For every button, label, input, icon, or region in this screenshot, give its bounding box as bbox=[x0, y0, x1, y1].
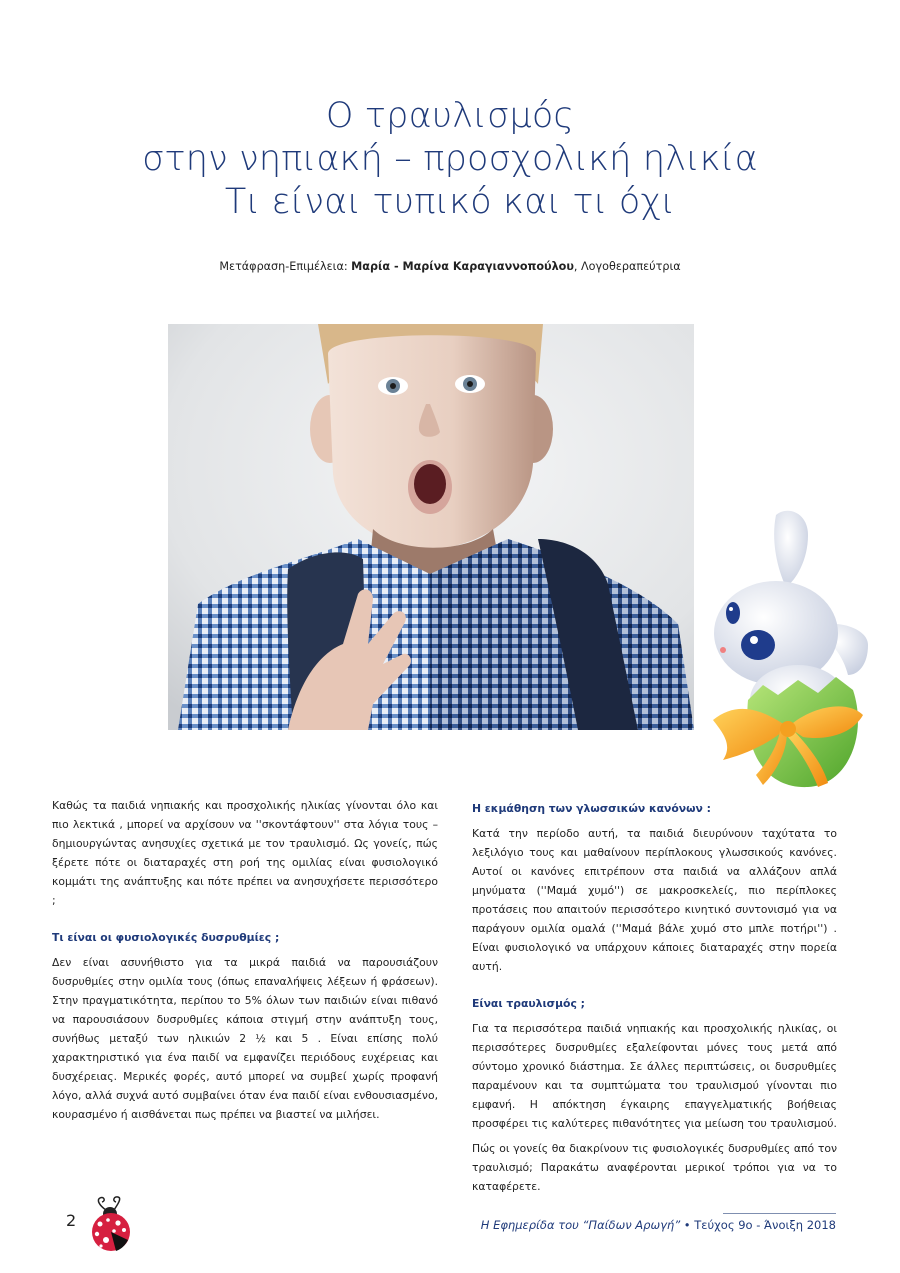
right-column bbox=[472, 799, 837, 1202]
section-heading-normal-disfluencies: Τι είναι οι φυσιολογικές δυσρυθμίες ; bbox=[52, 931, 280, 944]
title-line-2: στην νηπιακή – προσχολική ηλικία bbox=[142, 139, 758, 179]
issue-info: Τεύχος 9ο - Άνοιξη 2018 bbox=[694, 1218, 836, 1232]
stuttering-paragraph: Για τα περισσότερα παιδιά νηπιακής και προσχολικής ηλικίας, οι περισσότερες δυσρυθμίες εξαλείφονται μόνες τους μετά από σύντομο χρονικό διάστημα. Σε άλλες περιπτώσεις, οι δυσρυθμίες παραμένουν και τα συμπτώματα του τραυλισμού γίνονται πιο εμφανή. Η απόκτηση έγκαιρης επαγγελματικής βοήθειας προσφέρει τις καλύτερες πιθανότητες για μείωση του τραυλισμού. bbox=[472, 1022, 837, 1130]
footer-publication-info bbox=[481, 1218, 836, 1232]
left-column bbox=[52, 796, 438, 1130]
page-number: 2 bbox=[66, 1211, 77, 1230]
boy-photo bbox=[168, 324, 694, 730]
publication-name: Η Εφημερίδα του “Παίδων Αρωγή” bbox=[480, 1218, 681, 1232]
language-rules-paragraph: Κατά την περίοδο αυτή, τα παιδιά διευρύνουν ταχύτατα το λεξιλόγιο τους και μαθαίνουν περίπλοκους γλωσσικούς κανόνες. Αυτοί οι κανόνες επιτρέπουν στα παιδιά να αλλάζουν απλά μηνύματα (''Μαμά χυμό'') σε μακροσκελείς, πιο περίπλοκες προτάσεις που απαιτούν περισσότερο κινητικό συντονισμό για να παράγουν ομιλία ομαλά (''Μαμά βάλε χυμό στο μπλε ποτήρι'') . Είναι φυσιολογικό να υπάρχουν κάποιες διαταραχές στην πορεία αυτή. bbox=[472, 827, 837, 973]
byline-author: Μαρία - Μαρίνα Καραγιαννοπούλου bbox=[351, 260, 574, 273]
ladybug-icon bbox=[88, 1196, 134, 1254]
footer-divider bbox=[723, 1213, 836, 1214]
intro-paragraph: Καθώς τα παιδιά νηπιακής και προσχολικής ηλικίας γίνονται όλο και πιο λεκτικά , μπορεί να αρχίσουν να ''σκοντάφτουν'' στα λόγια τους – δημιουργώντας ανησυχίες σχετικά με τον τραυλισμό. Ως γονείς, πώς ξέρετε πότε οι διαταραχές στη ροή της ομιλίας είναι φυσιολογικό κομμάτι της ανάπτυξης και πότε πρέπει να ανησυχήσετε περισσότερο ; bbox=[52, 799, 438, 907]
easter-bunny-illustration bbox=[708, 505, 868, 795]
section-heading-language-rules: Η εκμάθηση των γλωσσικών κανόνων : bbox=[472, 802, 711, 815]
footer-separator: • bbox=[680, 1218, 695, 1232]
title-line-1: Ο τραυλισμός bbox=[325, 96, 575, 136]
normal-disfluencies-paragraph: Δεν είναι ασυνήθιστο για τα μικρά παιδιά να παρουσιάζουν δυσρυθμίες στην ομιλία τους (όπως επαναλήψεις λέξεων ή φράσεων). Στην πραγματικότητα, περίπου το 5% όλων των παιδιών είναι πιθανό να παρουσιάσουν δυσρυθμίες κάποια στιγμή στην ανάπτυξη τους, συνήθως μεταξύ των ηλικιών 2 ½ και 5 . Είναι επίσης πολύ χαρακτηριστικό για ένα παιδί να εμφανίζει περιόδους ευχέρειας και δυσχέρειας. Μερικές φορές, αυτό μπορεί να συμβεί χωρίς προφανή λόγο, αλλά συχνά αυτό συμβαίνει όταν ένα παιδί είναι ενθουσιασμένο, κουρασμένο ή αισθάνεται πως πρέπει να βιαστεί να μιλήσει. bbox=[52, 956, 438, 1121]
byline-prefix: Μετάφραση-Επιμέλεια: bbox=[219, 260, 352, 273]
distinguish-paragraph: Πώς οι γονείς θα διακρίνουν τις φυσιολογικές δυσρυθμίες από τον τραυλισμό; Παρακάτω αναφέρονται μερικοί τρόποι για να το καταφέρετε. bbox=[472, 1142, 837, 1193]
article-title bbox=[0, 95, 900, 224]
byline bbox=[0, 260, 900, 273]
title-line-3: Τι είναι τυπικό και τι όχι bbox=[224, 182, 676, 222]
byline-role: , Λογοθεραπεύτρια bbox=[573, 260, 681, 273]
section-heading-is-it-stuttering: Είναι τραυλισμός ; bbox=[472, 997, 585, 1010]
